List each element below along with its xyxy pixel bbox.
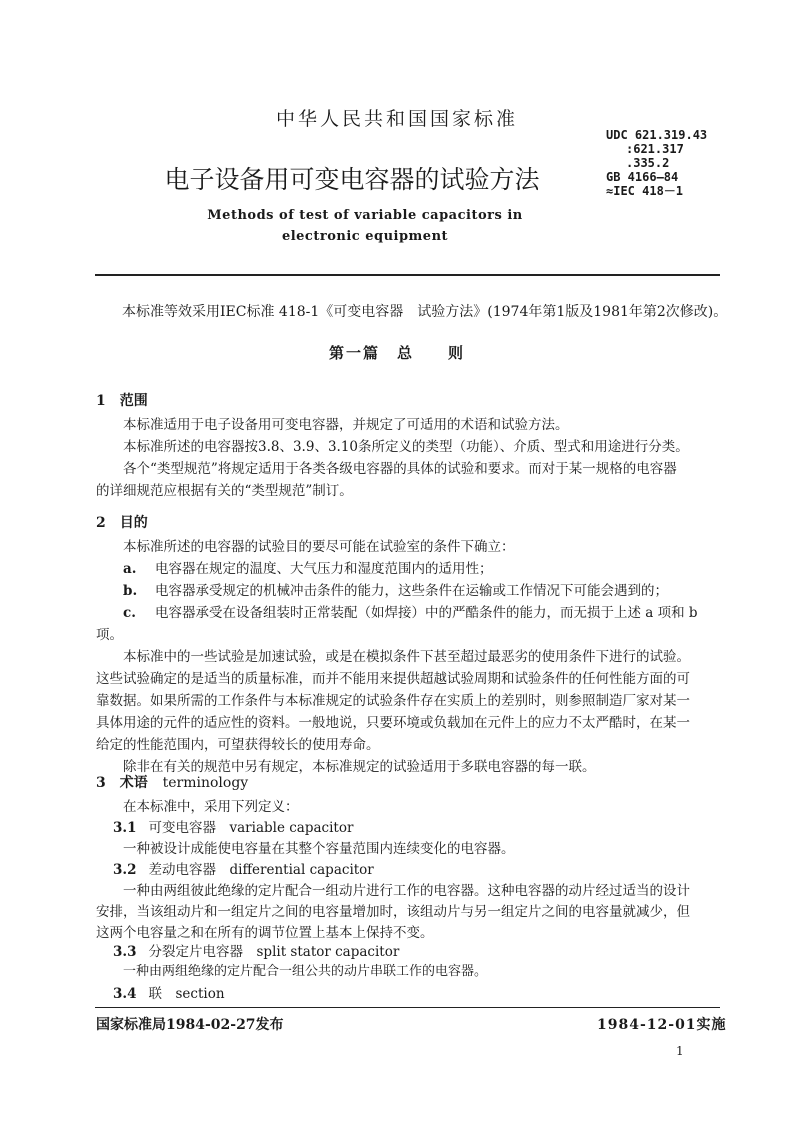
s2-paragraph: 给定的性能范围内，可望获得较长的使用寿命。 (96, 737, 380, 753)
s2-item-c (123, 602, 698, 624)
udc-line: .335.2 (626, 156, 670, 170)
udc-line: :621.317 (626, 142, 684, 156)
term-definition: 一种被设计成能使电容量在其整个容量范围内连续变化的电容器。 (123, 841, 515, 857)
s2-paragraph: 这些试验确定的是适当的质量标准，而并不能用来提供超越试验周期和试验条件的任何性能方面的可 (96, 671, 690, 687)
s1-paragraph: 本标准所述的电容器按3.8、3.9、3.10条所定义的类型（功能）、介质、型式和用途进行分类。 (123, 439, 689, 455)
item-text: 电容器承受规定的机械冲击条件的能力，这些条件在运输或工作情况下可能会遇到的； (155, 583, 668, 599)
issue-date: 国家标准局1984-02-27发布 (96, 1017, 284, 1033)
header-divider (95, 274, 720, 276)
s2-paragraph: 本标准所述的电容器的试验目的要尽可能在试验室的条件下确立： (123, 539, 515, 555)
intro-paragraph: 本标准等效采用IEC标准 418-1《可变电容器 试验方法》(1974年第1版及1981年第2次修改)。 (122, 304, 728, 320)
term-definition: 这两个电容量之和在所有的调节位置上基本上保持不变。 (96, 925, 434, 941)
item-text: 电容器在规定的温度、大气压力和湿度范围内的适用性； (155, 561, 493, 577)
term-name: 分裂定片电容器 split stator capacitor (148, 944, 400, 960)
footer-divider (95, 1007, 720, 1008)
section-1-heading: 1 范围 (96, 393, 148, 409)
effective-date: 1984-12-01实施 (597, 1017, 727, 1033)
title-en-line: Methods of test of variable capacitors in (207, 208, 523, 223)
s3-paragraph: 在本标准中，采用下列定义： (123, 799, 299, 815)
term-number: 3.4 (113, 986, 137, 1002)
s2-paragraph: 具体用途的元件的适应性的资料。一般地说，只要环境或负载加在元件上的应力不太严酷时，在某一 (96, 715, 690, 731)
part-title: 第一篇 总 则 (328, 344, 465, 362)
s2-item-a (123, 558, 493, 580)
term-definition: 安排，当该组动片和一组定片之间的电容量增加时，该组动片与另一组定片之间的电容量就减少，但 (96, 904, 690, 920)
term-number: 3.3 (113, 944, 137, 960)
gb-number: GB 4166—84 (606, 170, 679, 184)
item-label: c. (123, 605, 136, 621)
page-number: 1 (676, 1044, 684, 1058)
term-3-2 (113, 859, 374, 881)
term-3-4 (113, 983, 225, 1005)
national-standard-heading: 中华人民共和国国家标准 (275, 108, 518, 130)
s1-paragraph: 的详细规范应根据有关的“类型规范”制订。 (96, 483, 353, 499)
term-name: 可变电容器 variable capacitor (148, 820, 354, 836)
term-3-3 (113, 941, 399, 963)
section-2-heading: 2 目的 (96, 515, 148, 531)
iec-equivalent: ≈IEC 418－1 (606, 184, 684, 198)
document-title-en (180, 205, 550, 247)
item-label: a. (123, 561, 137, 577)
term-number: 3.2 (113, 862, 137, 878)
term-number: 3.1 (113, 820, 137, 836)
s2-item-b (123, 580, 668, 602)
title-en-line: electronic equipment (281, 229, 449, 244)
item-label: b. (123, 583, 138, 599)
s1-paragraph: 各个“类型规范”将规定适用于各类各级电容器的具体的试验和要求。而对于某一规格的电容器 (123, 461, 677, 477)
term-definition: 一种由两组彼此绝缘的定片配合一组动片进行工作的电容器。这种电容器的动片经过适当的设计 (123, 883, 690, 899)
term-name: 联 section (148, 986, 225, 1002)
section-3-heading-cn: 3 术语 (96, 775, 148, 791)
s2-paragraph: 本标准中的一些试验是加速试验，或是在模拟条件下甚至超过最恶劣的使用条件下进行的试验。 (123, 649, 690, 665)
s2-item-c-tail: 项。 (96, 627, 123, 643)
term-3-1 (113, 817, 353, 839)
s2-paragraph: 除非在有关的规范中另有规定，本标准规定的试验适用于多联电容器的每一联。 (123, 759, 596, 775)
section-3-heading-en: terminology (162, 775, 249, 791)
s2-paragraph: 靠数据。如果所需的工作条件与本标准规定的试验条件存在实质上的差别时，则参照制造厂家对某一 (96, 693, 690, 709)
udc-line: UDC 621.319.43 (606, 128, 708, 142)
term-name: 差动电容器 differential capacitor (148, 862, 374, 878)
item-text: 电容器承受在设备组装时正常装配（如焊接）中的严酷条件的能力，而无损于上述 a 项和 b (155, 605, 698, 621)
document-title-cn: 电子设备用可变电容器的试验方法 (164, 165, 540, 194)
section-3-heading (96, 772, 248, 792)
term-definition: 一种由两组绝缘的定片配合一组公共的动片串联工作的电容器。 (123, 964, 488, 979)
s1-paragraph: 本标准适用于电子设备用可变电容器，并规定了可适用的术语和试验方法。 (123, 417, 569, 433)
